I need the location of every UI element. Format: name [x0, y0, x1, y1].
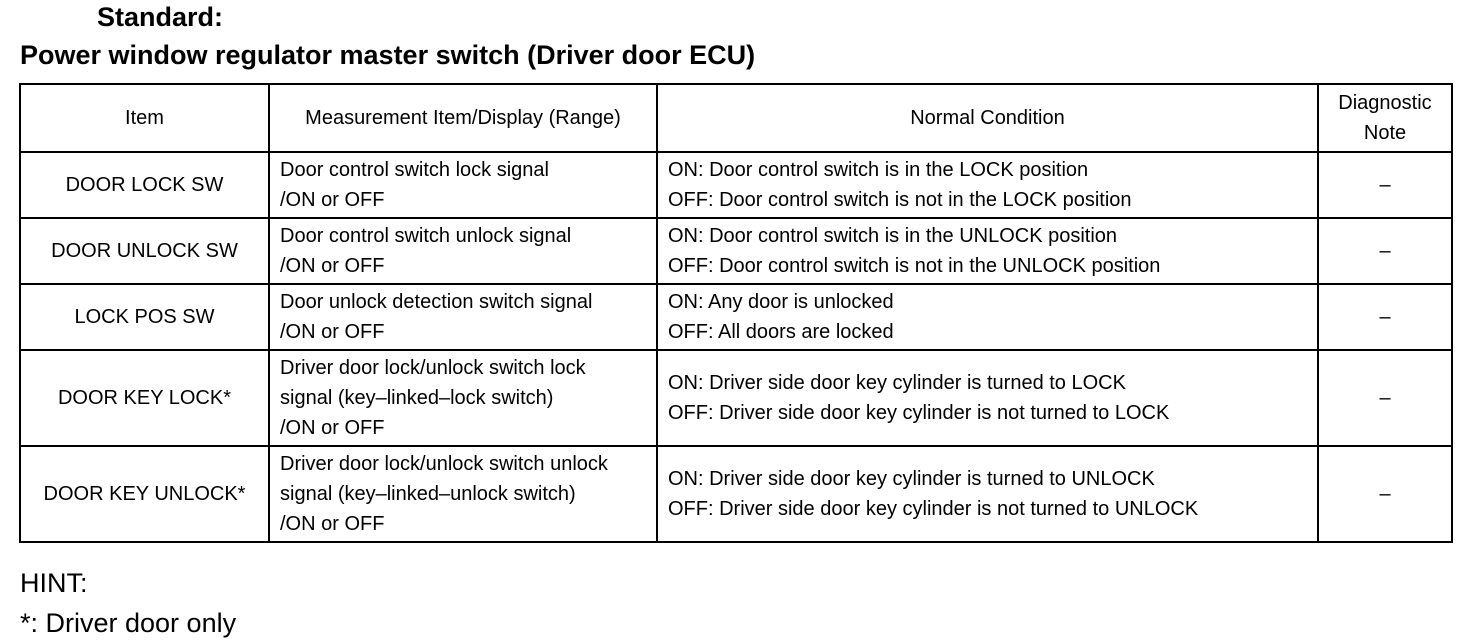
measurement-line: /ON or OFF	[280, 255, 385, 277]
normal-condition-line: ON: Door control switch is in the LOCK position	[668, 159, 1089, 181]
normal-condition-line: OFF: Driver side door key cylinder is not turned to LOCK	[668, 402, 1170, 424]
measurement-line: Door control switch lock signal	[280, 159, 549, 181]
page-title: Power window regulator master switch (Driver door ECU)	[20, 40, 756, 70]
normal-condition-line: ON: Driver side door key cylinder is turned to UNLOCK	[668, 468, 1155, 490]
normal-condition-line: OFF: All doors are locked	[668, 321, 894, 343]
measurement-line: Door unlock detection switch signal	[280, 291, 593, 313]
normal-condition-line: ON: Door control switch is in the UNLOCK position	[668, 225, 1118, 247]
measurement-line: /ON or OFF	[280, 417, 385, 439]
header-item: Item	[20, 84, 269, 152]
diagnostic-note-cell: –	[1318, 152, 1452, 218]
header-diagnostic-note-line1: Diagnostic	[1338, 92, 1432, 114]
normal-condition-line: OFF: Driver side door key cylinder is not turned to UNLOCK	[668, 498, 1199, 520]
diagnostic-note-cell: –	[1318, 350, 1452, 446]
normal-condition-cell	[657, 446, 1318, 542]
measurement-cell	[269, 284, 657, 350]
measurement-line: Driver door lock/unlock switch unlock	[280, 453, 608, 475]
normal-condition-line: OFF: Door control switch is not in the UNLOCK position	[668, 255, 1161, 277]
item-cell: DOOR LOCK SW	[20, 152, 269, 218]
item-cell: DOOR UNLOCK SW	[20, 218, 269, 284]
header-diagnostic-note-line2: Note	[1363, 122, 1407, 144]
table-header-row	[20, 84, 1452, 152]
measurement-line: signal (key–linked–unlock switch)	[280, 483, 576, 505]
item-cell: LOCK POS SW	[20, 284, 269, 350]
header-measurement: Measurement Item/Display (Range)	[269, 84, 657, 152]
measurement-cell	[269, 350, 657, 446]
measurement-line: /ON or OFF	[280, 513, 385, 535]
measurement-line: Door control switch unlock signal	[280, 225, 572, 247]
diagnostic-note-cell: –	[1318, 218, 1452, 284]
table-row	[20, 350, 1452, 446]
measurement-cell	[269, 218, 657, 284]
table-row	[20, 284, 1452, 350]
hint-footnote: *: Driver door only	[20, 608, 237, 638]
item-cell: DOOR KEY UNLOCK*	[20, 446, 269, 542]
measurement-line: /ON or OFF	[280, 321, 385, 343]
normal-condition-cell	[657, 284, 1318, 350]
diagnostic-note-cell: –	[1318, 284, 1452, 350]
normal-condition-cell	[657, 152, 1318, 218]
hint-label: HINT:	[20, 568, 88, 598]
normal-condition-line: ON: Any door is unlocked	[668, 291, 894, 313]
table-row	[20, 218, 1452, 284]
item-cell: DOOR KEY LOCK*	[20, 350, 269, 446]
measurement-line: Driver door lock/unlock switch lock	[280, 357, 586, 379]
table-row	[20, 446, 1452, 542]
normal-condition-line: ON: Driver side door key cylinder is turned to LOCK	[668, 372, 1126, 394]
measurement-line: signal (key–linked–lock switch)	[280, 387, 554, 409]
measurement-line: /ON or OFF	[280, 189, 385, 211]
table-row	[20, 152, 1452, 218]
measurement-cell	[269, 152, 657, 218]
standard-label: Standard:	[97, 2, 224, 32]
normal-condition-line: OFF: Door control switch is not in the LOCK position	[668, 189, 1132, 211]
normal-condition-cell	[657, 350, 1318, 446]
measurement-cell	[269, 446, 657, 542]
diagnostic-note-cell: –	[1318, 446, 1452, 542]
normal-condition-cell	[657, 218, 1318, 284]
header-diagnostic-note	[1318, 84, 1452, 152]
header-normal-condition: Normal Condition	[657, 84, 1318, 152]
data-list-table	[19, 83, 1453, 543]
